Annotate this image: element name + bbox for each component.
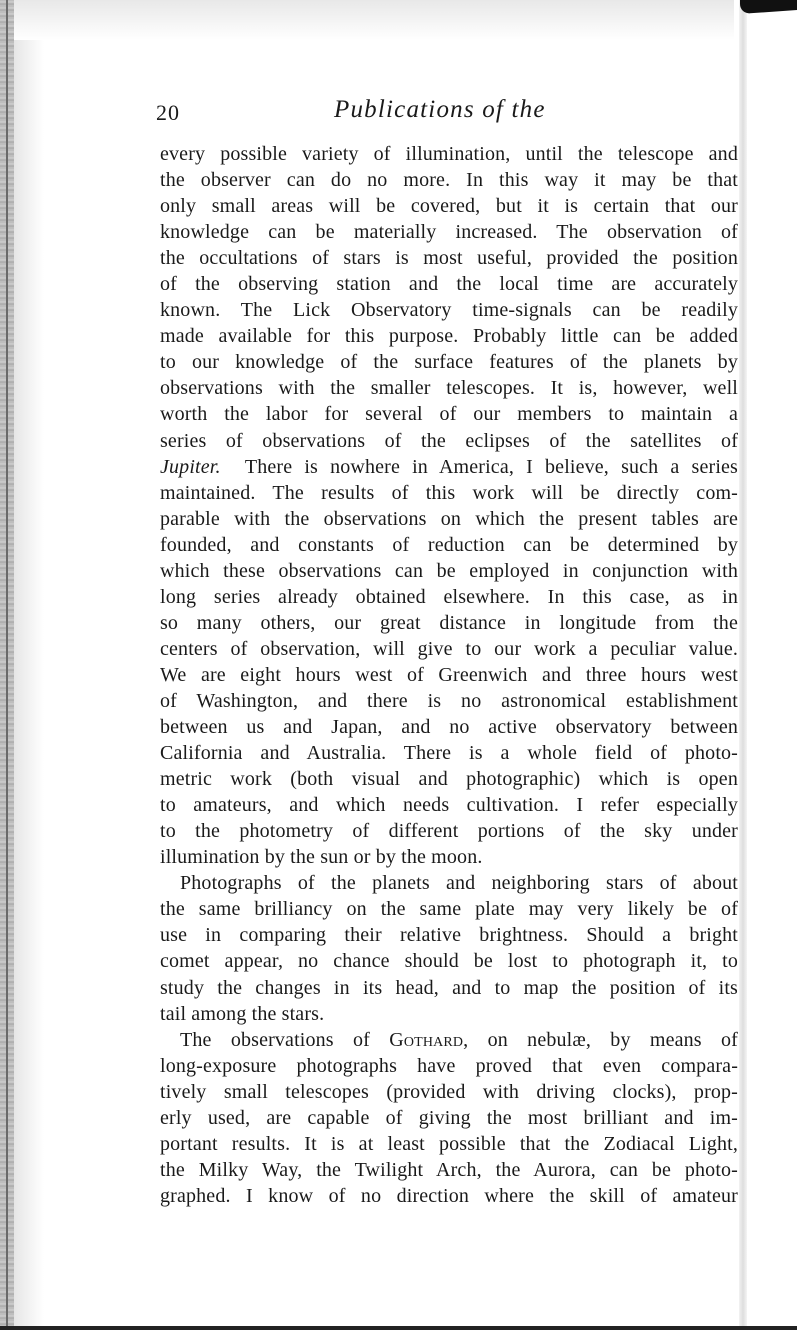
italic-term-jupiter: Jupiter. bbox=[160, 455, 221, 478]
text-line: long series already obtained elsewhere. In this case, as in bbox=[160, 585, 738, 608]
text-line: the observer can do no more. In this way it may be that bbox=[160, 169, 738, 192]
text-line: tail among the stars. bbox=[160, 1002, 325, 1025]
text-line: series of observations of the eclipses of the satellites of bbox=[160, 429, 738, 452]
binding-line bbox=[6, 0, 8, 1330]
text-line: observations with the smaller telescopes. It is, however, well bbox=[160, 377, 738, 400]
text-line-rest: on nebulæ, by means of bbox=[487, 1028, 738, 1051]
text-line: the same brilliancy on the same plate may very likely be of bbox=[160, 898, 738, 921]
text-line: erly used, are capable of giving the most brilliant and im- bbox=[160, 1106, 738, 1129]
text-line: worth the labor for several of our members to maintain a bbox=[160, 403, 738, 426]
text-line: to amateurs, and which needs cultivation. I refer especially bbox=[160, 794, 738, 817]
text-line: illumination by the sun or by the moon. bbox=[160, 846, 483, 869]
text-line: founded, and constants of reduction can be determined by bbox=[160, 533, 738, 556]
author-name-gothard: Gothard, bbox=[389, 1028, 469, 1051]
text-line: use in comparing their relative brightness. Should a bright bbox=[160, 924, 738, 947]
text-line: centers of observation, will give to our work a peculiar value. bbox=[160, 637, 738, 660]
text-line: tively small telescopes (provided with driving clocks), prop- bbox=[160, 1080, 738, 1103]
text-line: parable with the observations on which the present tables are bbox=[160, 507, 738, 530]
text-line-prefix: The observations of bbox=[180, 1028, 370, 1051]
text-line: the occultations of stars is most useful, provided the position bbox=[160, 247, 738, 270]
adjacent-page-corner bbox=[740, 0, 797, 14]
text-line: the Milky Way, the Twilight Arch, the Aurora, can be photo- bbox=[160, 1158, 738, 1181]
text-line: comet appear, no chance should be lost to photograph it, to bbox=[160, 950, 738, 973]
running-head bbox=[156, 96, 736, 128]
text-line: which these observations can be employed in conjunction with bbox=[160, 559, 738, 582]
text-line bbox=[160, 1027, 738, 1053]
page-number: 20 bbox=[156, 100, 180, 125]
text-line bbox=[160, 454, 738, 480]
text-line: Photographs of the planets and neighboring stars of about bbox=[180, 872, 738, 895]
page-gutter-right bbox=[739, 0, 747, 1330]
text-line: study the changes in its head, and to map the position of its bbox=[160, 976, 738, 999]
text-line: of the observing station and the local time are accurately bbox=[160, 273, 738, 296]
text-line: to our knowledge of the surface features of the planets by bbox=[160, 351, 738, 374]
body-text bbox=[160, 141, 738, 1209]
page-shadow-left bbox=[14, 0, 44, 1330]
page-bottom-edge bbox=[0, 1326, 797, 1330]
text-line: knowledge can be materially increased. The observation of bbox=[160, 221, 738, 244]
text-line: maintained. The results of this work will be directly com- bbox=[160, 481, 738, 504]
text-line: known. The Lick Observatory time-signals can be readily bbox=[160, 299, 738, 322]
text-line: of Washington, and there is no astronomical establishment bbox=[160, 689, 738, 712]
text-line: We are eight hours west of Greenwich and three hours west bbox=[160, 663, 738, 686]
text-line: between us and Japan, and no active observatory between bbox=[160, 716, 738, 739]
running-title: Publications of the bbox=[334, 96, 546, 123]
text-line-rest: There is nowhere in America, I believe, such a series bbox=[244, 455, 738, 478]
text-line: to the photometry of different portions of the sky under bbox=[160, 820, 738, 843]
page-shadow-top bbox=[14, 0, 734, 40]
text-line: long-exposure photographs have proved that even compara- bbox=[160, 1054, 738, 1077]
text-line: California and Australia. There is a whole field of photo- bbox=[160, 742, 738, 765]
text-line: every possible variety of illumination, until the telescope and bbox=[160, 143, 738, 165]
text-line: graphed. I know of no direction where the skill of amateur bbox=[160, 1184, 738, 1207]
text-line: made available for this purpose. Probably little can be added bbox=[160, 325, 738, 348]
text-line: only small areas will be covered, but it is certain that our bbox=[160, 195, 738, 218]
text-line: metric work (both visual and photographic) which is open bbox=[160, 768, 738, 791]
text-line: so many others, our great distance in longitude from the bbox=[160, 611, 738, 634]
text-line: portant results. It is at least possible that the Zodiacal Light, bbox=[160, 1132, 738, 1155]
